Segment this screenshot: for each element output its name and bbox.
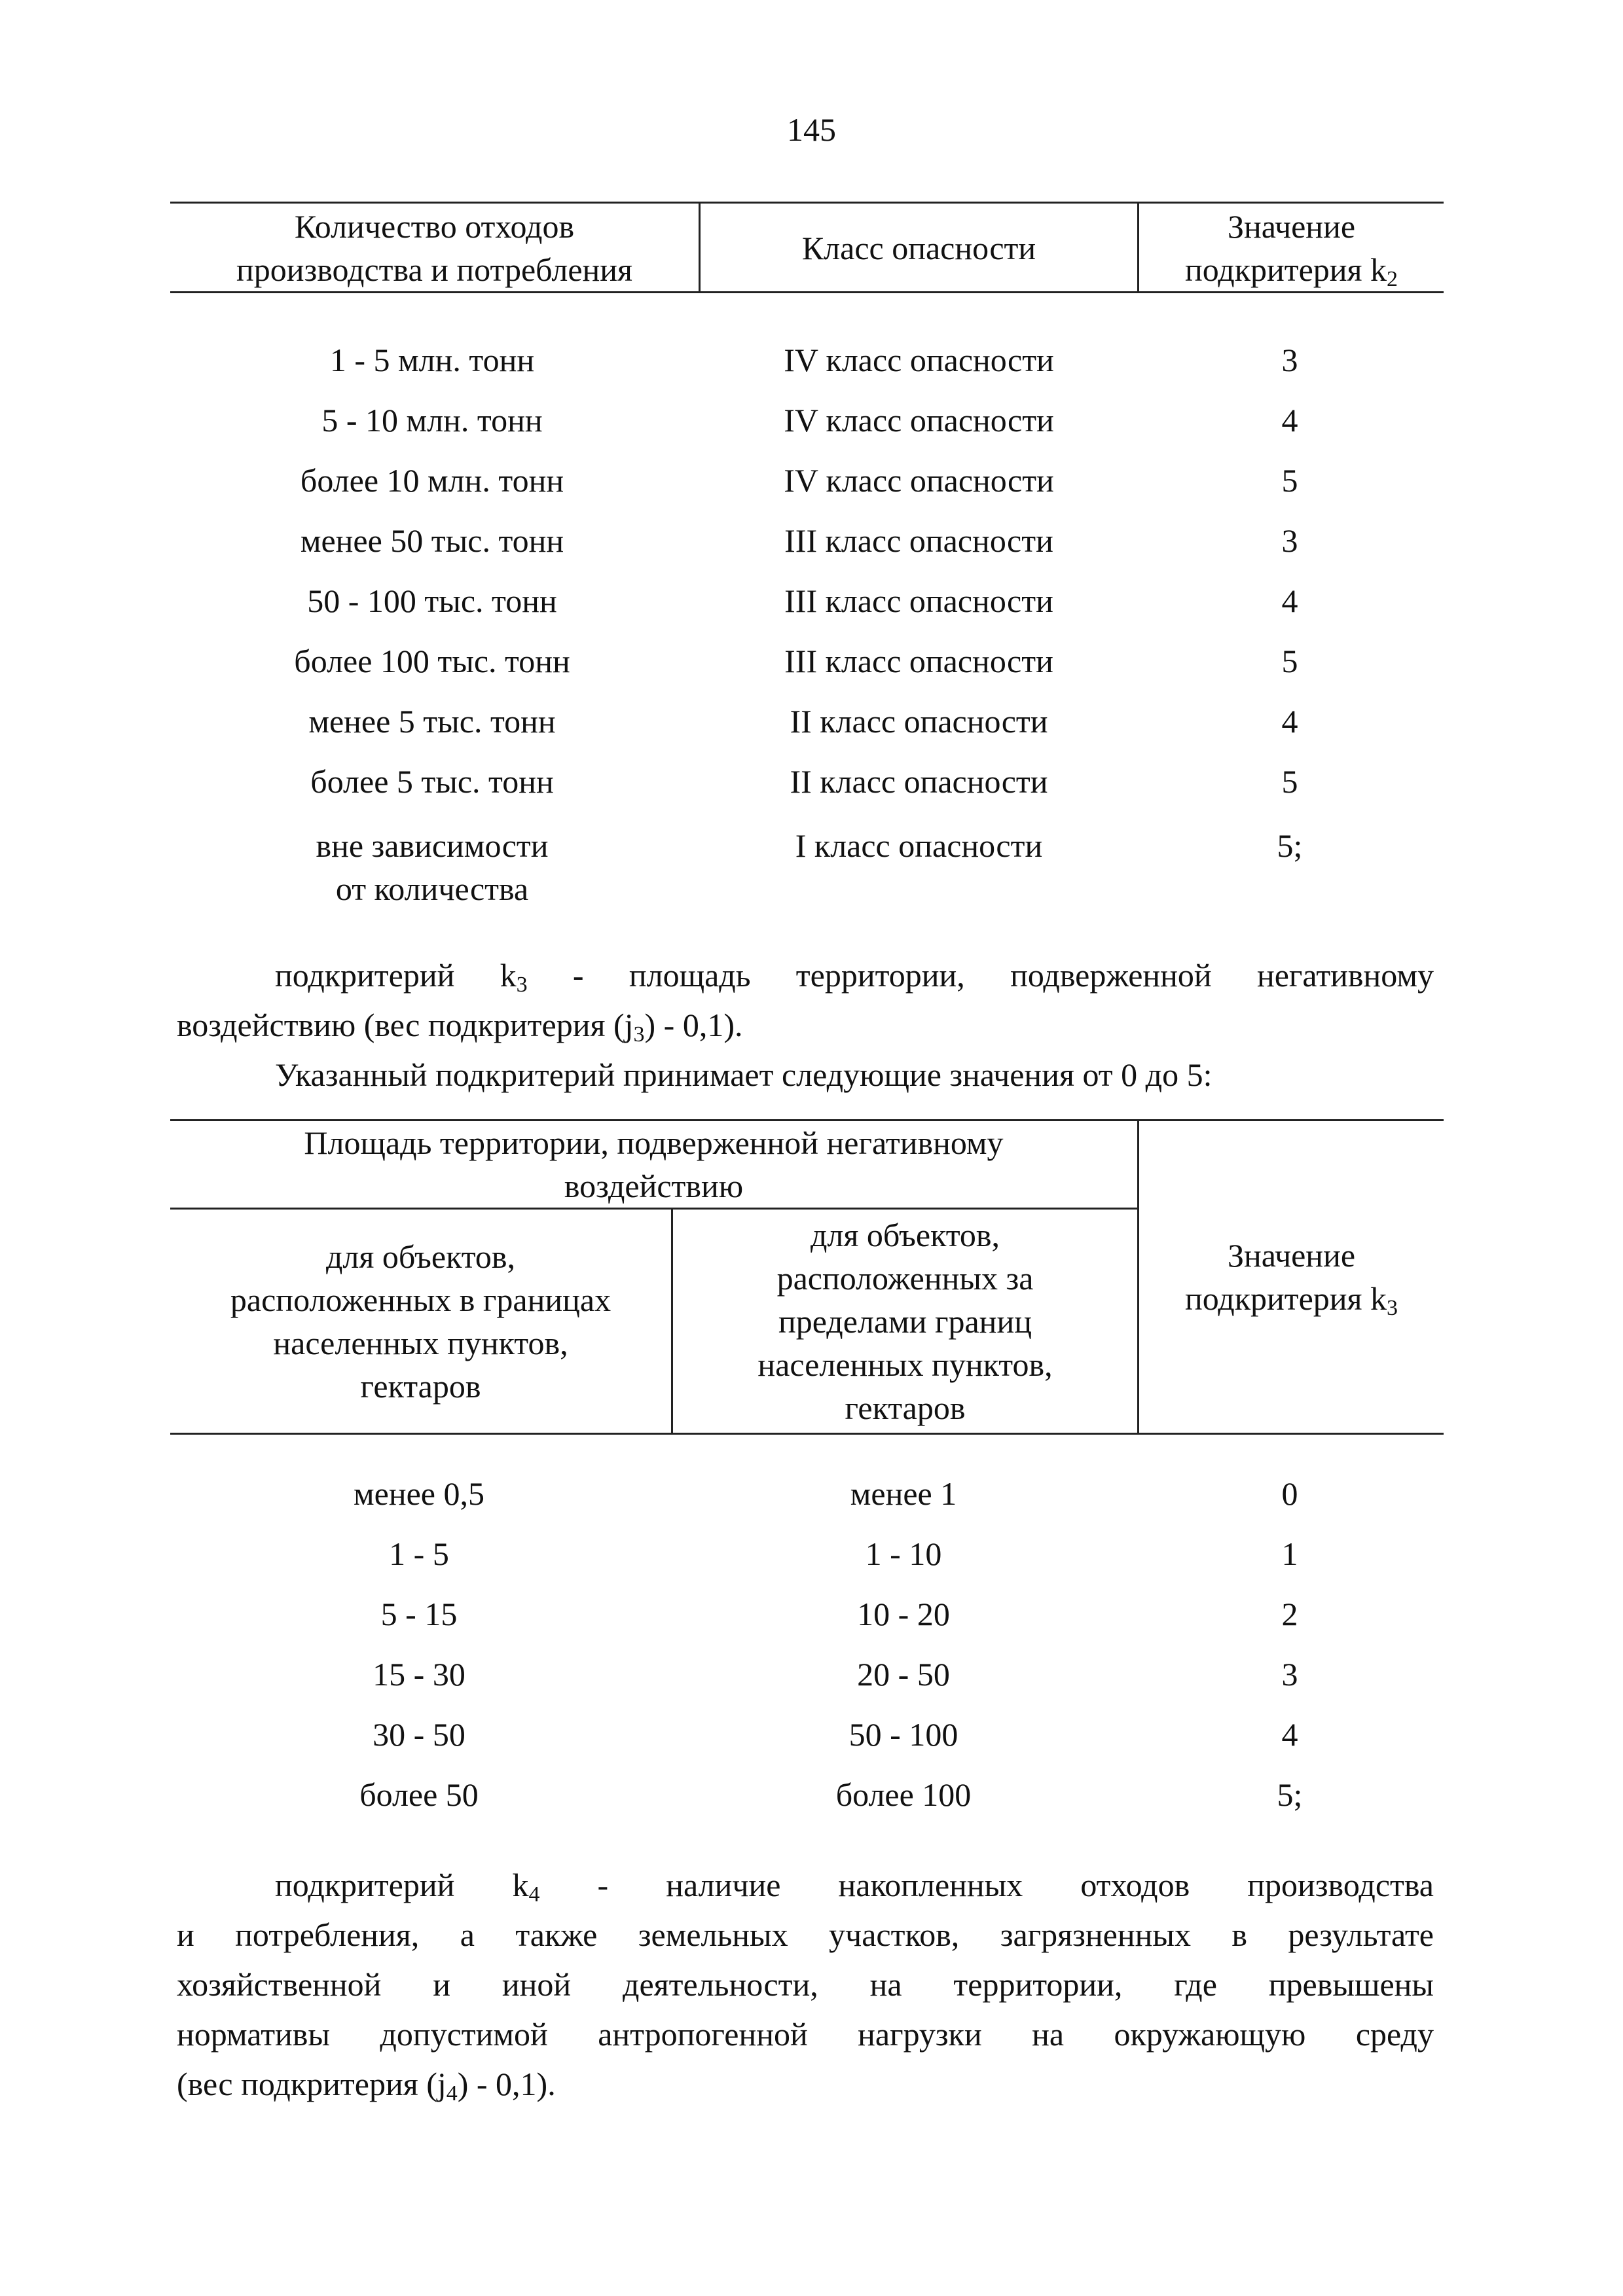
table-row (0, 1653, 1623, 1696)
table-row (0, 1472, 1623, 1515)
header-value-line2: подкритерия $k_2$ (1184, 251, 1398, 291)
inside-cell: 1 - 5 (389, 1535, 449, 1572)
paragraph-k4-line1: подкритерий $k_4$ - наличие накопленных отходов производства (275, 1867, 1434, 1907)
class-cell: I класс опасности (795, 827, 1043, 864)
header-amount-line1: Количество отходов (294, 207, 575, 245)
table-k3-header-outside: для объектов, расположенных за пределами границ населенных пунктов, гектаров (757, 1216, 1053, 1426)
paragraph-k3-line2: воздействию (вес подкритерия $(j_3) - 0,1$). (177, 1007, 743, 1047)
header-value-line1: Значение (1227, 207, 1356, 245)
paragraph-k4-line5: (вес подкритерия $(j_4) - 0,1$). (177, 2066, 556, 2106)
amount-cell: 50 - 100 тыс. тонн (307, 583, 557, 619)
class-cell: IV класс опасности (784, 402, 1054, 439)
amount-cell: более 5 тыс. тонн (310, 763, 554, 800)
outside-cell: 1 - 10 (865, 1535, 942, 1572)
header-amount-line2: производства и потребления (236, 251, 633, 288)
amount-cell: более 100 тыс. тонн (294, 643, 570, 679)
table-row (0, 1532, 1623, 1575)
value-cell: 3 (1281, 1656, 1298, 1693)
outside-cell: более 100 (835, 1776, 972, 1813)
class-cell: IV класс опасности (784, 462, 1054, 499)
value-cell: 5; (1277, 827, 1303, 864)
value-cell: 3 (1281, 522, 1298, 559)
paragraph-k4-line4: нормативы допустимой антропогенной нагрузки на окружающую среду (177, 2016, 1434, 2053)
outside-cell: менее 1 (850, 1475, 957, 1512)
inside-cell: 30 - 50 (373, 1716, 465, 1753)
outside-cell: 10 - 20 (857, 1596, 950, 1632)
paragraph-k4-line3: хозяйственной и иной деятельности, на территории, где превышены (177, 1966, 1434, 2003)
page-number: 145 (787, 111, 836, 148)
class-cell: II класс опасности (790, 763, 1048, 800)
value-cell: 5 (1281, 462, 1298, 499)
value-cell: 4 (1281, 402, 1298, 439)
class-cell: III класс опасности (784, 583, 1053, 619)
header-class: Класс опасности (801, 229, 1036, 266)
header-group-line2: воздействию (564, 1168, 744, 1204)
class-cell: III класс опасности (784, 643, 1053, 679)
amount-cell: 5 - 10 млн. тонн (321, 402, 543, 439)
class-cell: II класс опасности (790, 703, 1048, 740)
outside-cell: 50 - 100 (848, 1716, 958, 1753)
class-cell: IV класс опасности (784, 342, 1054, 378)
paragraph-k4-line2: и потребления, а также земельных участков, загрязненных в результате (177, 1916, 1434, 1953)
value-cell: 4 (1281, 583, 1298, 619)
value-cell: 2 (1281, 1596, 1298, 1632)
value-cell: 4 (1281, 703, 1298, 740)
amount-cell: вне зависимости от количества (316, 827, 549, 907)
amount-cell: менее 50 тыс. тонн (300, 522, 564, 559)
table-k3-header-inside: для объектов, расположенных в границах населенных пунктов, гектаров (230, 1238, 611, 1405)
table-k3-header-value: Значение подкритерия $k_3$ (1184, 1237, 1398, 1320)
paragraph-k4 (177, 1860, 1434, 2109)
class-cell: III класс опасности (784, 522, 1053, 559)
paragraph-k3-line1: подкритерий $k_3$ - площадь территории, подверженной негативному (275, 957, 1434, 997)
table-row (0, 1592, 1623, 1636)
value-cell: 5 (1281, 763, 1298, 800)
table-row (0, 1773, 1623, 1816)
value-cell: 1 (1281, 1535, 1298, 1572)
inside-cell: менее 0,5 (354, 1475, 484, 1512)
amount-cell: менее 5 тыс. тонн (308, 703, 556, 740)
value-cell: 0 (1281, 1475, 1298, 1512)
table-row (0, 1713, 1623, 1756)
inside-cell: 15 - 30 (373, 1656, 465, 1693)
header-group-line1: Площадь территории, подверженной негативному (304, 1124, 1004, 1161)
paragraph-values: Указанный подкритерий принимает следующие значения от 0 до 5: (275, 1056, 1213, 1093)
value-cell: 4 (1281, 1716, 1298, 1753)
inside-cell: более 50 (359, 1776, 479, 1813)
value-cell: 5 (1281, 643, 1298, 679)
value-cell: 5; (1277, 1776, 1303, 1813)
outside-cell: 20 - 50 (857, 1656, 950, 1693)
amount-cell: 1 - 5 млн. тонн (329, 342, 535, 378)
amount-cell: более 10 млн. тонн (300, 462, 564, 499)
value-cell: 3 (1281, 342, 1298, 378)
inside-cell: 5 - 15 (380, 1596, 458, 1632)
table-k3-header-group (170, 1121, 1137, 1208)
